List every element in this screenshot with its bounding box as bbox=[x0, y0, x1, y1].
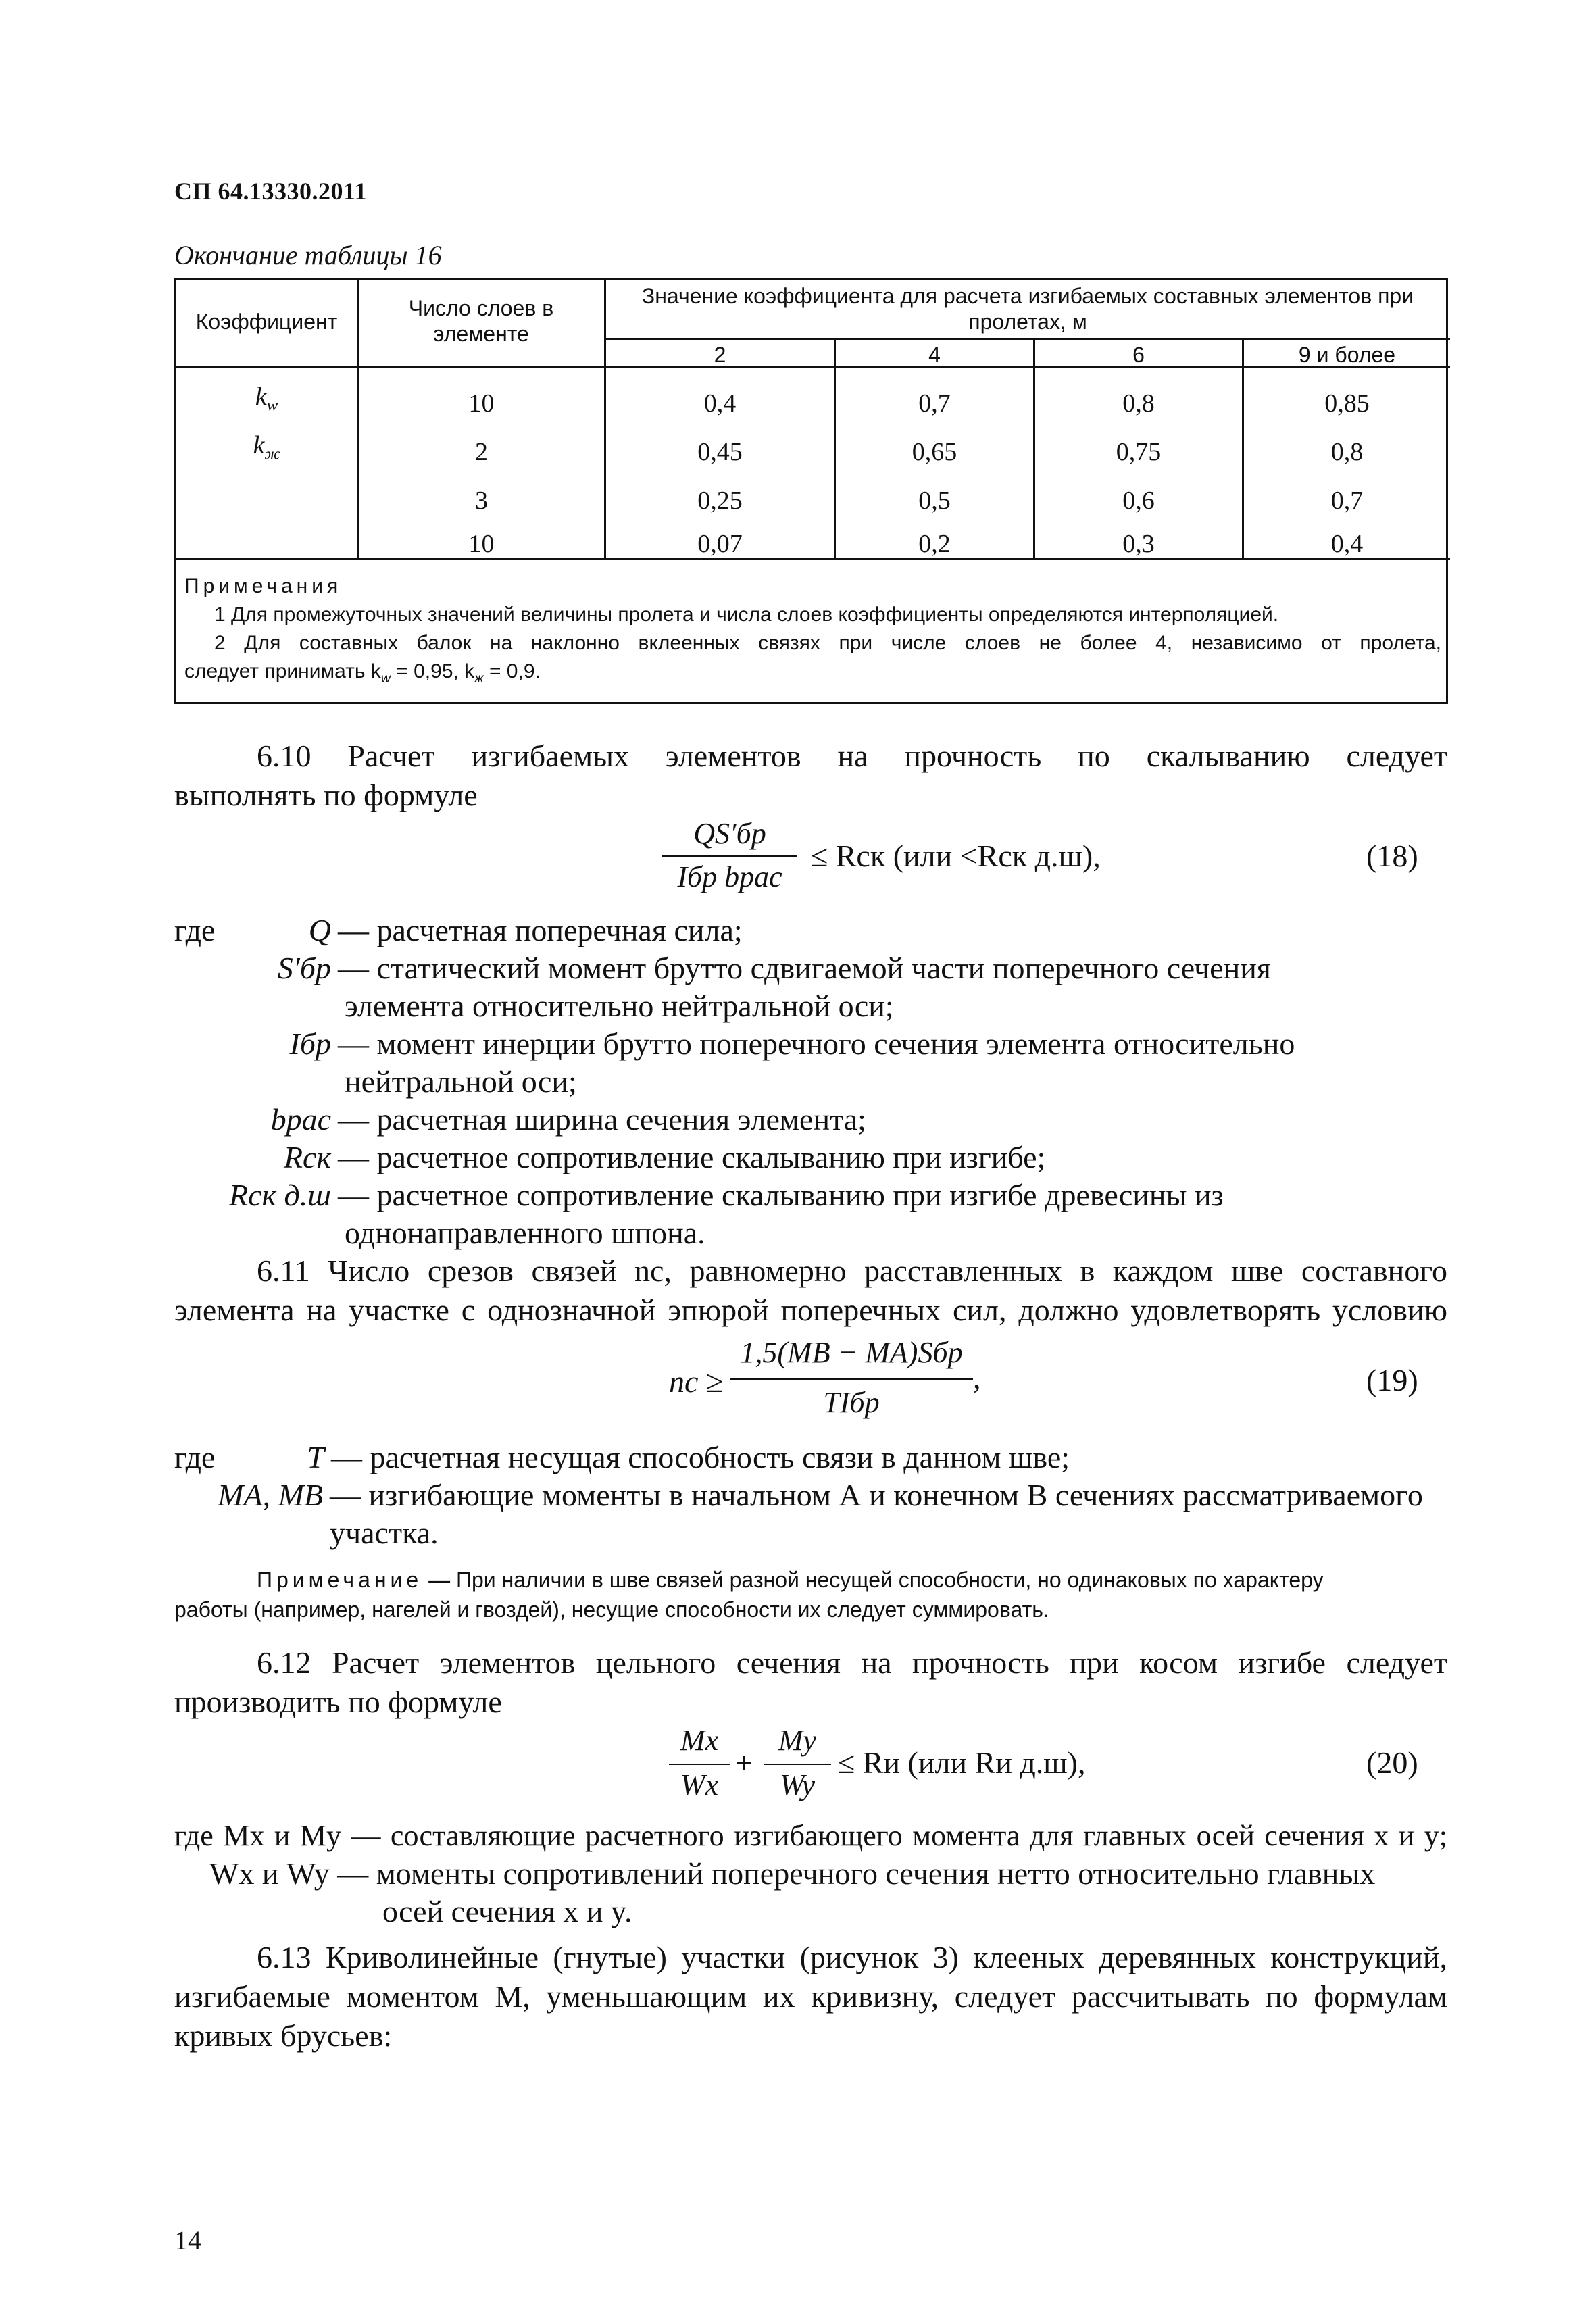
document-code: СП 64.13330.2011 bbox=[174, 178, 368, 205]
eq19-lhs: nс ≥ bbox=[669, 1364, 724, 1399]
eq20-number: (20) bbox=[1366, 1745, 1418, 1780]
sym-T: T bbox=[307, 1440, 324, 1474]
table-cell: 10 bbox=[468, 530, 495, 558]
paragraph-6-11: 6.11 Число срезов связей nс, равномерно расставленных в каждом шве составного bbox=[257, 1253, 1447, 1288]
header-values: Значение коэффициента для расчета изгибаемых составных элементов при пролетах, м bbox=[641, 284, 1414, 334]
eq20-rhs: ≤ Rи (или Rи д.ш), bbox=[838, 1745, 1086, 1780]
table-caption: Окончание таблицы 16 bbox=[174, 240, 442, 270]
note-2-end: следует принимать $k_w = 0,95$, $k_ж = 0,9$. bbox=[184, 660, 541, 686]
span-header: 6 bbox=[1132, 343, 1145, 367]
table-cell: 0,5 bbox=[918, 487, 951, 515]
paragraph-6-13: 6.13 Криволинейные (гнутые) участки (рисунок 3) клееных деревянных конструкций, bbox=[257, 1940, 1447, 1974]
def-bras: — расчетная ширина сечения элемента; bbox=[338, 1102, 866, 1137]
eq18-numerator: QS′бр bbox=[693, 817, 766, 850]
table-cell: 0,25 bbox=[697, 487, 743, 515]
coef-kzh: $k_ж$ bbox=[253, 431, 280, 464]
table-cell: 3 bbox=[475, 487, 488, 515]
sym-bras: bрас bbox=[270, 1102, 331, 1137]
paragraph-6-11-cont: элемента на участке с однозначной эпюрой поперечных сил, должно удовлетворять условию bbox=[174, 1293, 1447, 1327]
table-cell: 0,4 bbox=[703, 389, 737, 418]
def-Q: — расчетная поперечная сила; bbox=[338, 913, 743, 947]
where-word: где bbox=[174, 913, 216, 947]
sym-Rsk: Rск bbox=[283, 1140, 331, 1174]
eq20-d2: Wy bbox=[779, 1768, 816, 1801]
def-Mx-My: где Mx и My — составляющие расчетного изгибающего момента для главных осей сечения x и y; bbox=[174, 1819, 1447, 1852]
coefficient-table bbox=[174, 278, 1448, 704]
eq20-n2: My bbox=[778, 1724, 817, 1757]
table-cell: 10 bbox=[468, 389, 495, 418]
note-1: 1 Для промежуточных значений величины пролета и числа слоев коэффициенты определяются интерполяцией. bbox=[214, 603, 1279, 626]
paragraph-6-13-cont: изгибаемые моментом M, уменьшающим их кривизну, следует рассчитывать по формулам bbox=[174, 1979, 1447, 2014]
table-cell: 0,07 bbox=[697, 530, 743, 558]
paragraph-6-13-end: кривых брусьев: bbox=[174, 2018, 393, 2053]
table-notes bbox=[184, 572, 1441, 693]
notes-heading: Примечания bbox=[184, 575, 343, 597]
table-cell: 0,4 bbox=[1330, 530, 1364, 558]
sym-Q: Q bbox=[308, 913, 331, 947]
def-Ibr-cont: нейтральной оси; bbox=[345, 1064, 577, 1099]
def-Sbr-cont: элемента относительно нейтральной оси; bbox=[345, 989, 894, 1023]
eq19-tail: , bbox=[973, 1360, 981, 1395]
table-cell: 0,75 bbox=[1116, 438, 1162, 466]
def-Ibr: — момент инерции брутто поперечного сечения элемента относительно bbox=[338, 1026, 1295, 1061]
table-cell: 0,65 bbox=[912, 438, 957, 466]
eq20-bar2 bbox=[764, 1764, 831, 1765]
note-2: 2 Для составных балок на наклонно вклеенных связях при числе слоев не более 4, независимо от пролета, bbox=[214, 632, 1441, 654]
eq19-number: (19) bbox=[1366, 1363, 1418, 1397]
table-cell: 0,8 bbox=[1122, 389, 1155, 418]
table-cell: 0,8 bbox=[1330, 438, 1364, 466]
def-Rsk-dsh-cont: однонаправленного шпона. bbox=[345, 1216, 705, 1250]
eq19-denominator: TIбр bbox=[823, 1386, 880, 1419]
eq20-bar1 bbox=[669, 1764, 730, 1765]
table-cell: 0,85 bbox=[1324, 389, 1370, 418]
span-header: 4 bbox=[928, 343, 941, 367]
span-header: 2 bbox=[714, 343, 726, 367]
eq18-rhs: ≤ Rск (или <Rск д.ш), bbox=[811, 839, 1101, 873]
table-cell: 2 bbox=[475, 438, 488, 466]
table-cell: 0,45 bbox=[697, 438, 743, 466]
span-header: 9 и более bbox=[1298, 343, 1396, 367]
table-cell: 0,6 bbox=[1122, 487, 1155, 515]
def-Rsk-dsh: — расчетное сопротивление скалыванию при изгибе древесины из bbox=[338, 1178, 1224, 1212]
paragraph-6-12-cont: производить по формуле bbox=[174, 1685, 502, 1719]
eq20-plus: + bbox=[735, 1745, 753, 1780]
header-coefficient: Коэффициент bbox=[195, 309, 338, 334]
def-T: — расчетная несущая способность связи в данном шве; bbox=[331, 1440, 1070, 1474]
def-MA-MB: — изгибающие моменты в начальном А и конечном В сечениях рассматриваемого bbox=[330, 1478, 1423, 1512]
note-6-11: Примечание — При наличии в шве связей разной несущей способности, но одинаковых по характеру bbox=[257, 1568, 1324, 1592]
note-6-11-cont: работы (например, нагелей и гвоздей), несущие способности их следует суммировать. bbox=[174, 1597, 1049, 1622]
def-Wx-Wy: Wx и Wy — моменты сопротивлений поперечного сечения нетто относительно главных bbox=[209, 1856, 1376, 1891]
sym-Sbr: S′бр bbox=[277, 951, 331, 985]
sym-Ibr: Iбр bbox=[289, 1026, 331, 1061]
eq18-number: (18) bbox=[1366, 839, 1418, 873]
eq19-fraction-bar bbox=[730, 1378, 973, 1380]
table-cell: 0,7 bbox=[918, 389, 951, 418]
def-Sbr: — статический момент брутто сдвигаемой части поперечного сечения bbox=[338, 951, 1271, 985]
coef-kw: $k_w$ bbox=[255, 382, 278, 415]
def-MA-MB-cont: участка. bbox=[330, 1516, 439, 1550]
sym-Rsk-dsh: Rск д.ш bbox=[228, 1178, 331, 1212]
where-word-19: где bbox=[174, 1440, 216, 1474]
def-Wx-Wy-cont: осей сечения x и y. bbox=[382, 1894, 632, 1928]
eq20-n1: Mx bbox=[680, 1724, 719, 1757]
eq19-numerator: 1,5(MB − MA)Sбр bbox=[740, 1336, 963, 1369]
header-layers: Число слоев в элементе bbox=[408, 296, 554, 347]
paragraph-6-10: 6.10 Расчет изгибаемых элементов на прочность по скалыванию следует bbox=[257, 739, 1447, 773]
table-cell: 0,3 bbox=[1122, 530, 1155, 558]
eq20-d1: Wx bbox=[680, 1768, 719, 1801]
sym-MA-MB: MA, MB bbox=[218, 1478, 323, 1512]
table-cell: 0,7 bbox=[1330, 487, 1364, 515]
eq18-fraction-bar bbox=[662, 855, 797, 857]
paragraph-6-10-cont: выполнять по формуле bbox=[174, 778, 478, 812]
def-Rsk: — расчетное сопротивление скалыванию при изгибе; bbox=[338, 1140, 1046, 1174]
table-cell: 0,2 bbox=[918, 530, 951, 558]
paragraph-6-12: 6.12 Расчет элементов цельного сечения на прочность при косом изгибе следует bbox=[257, 1645, 1447, 1680]
page-number: 14 bbox=[174, 2225, 201, 2256]
eq18-denominator: Iбр bрас bbox=[677, 860, 782, 893]
